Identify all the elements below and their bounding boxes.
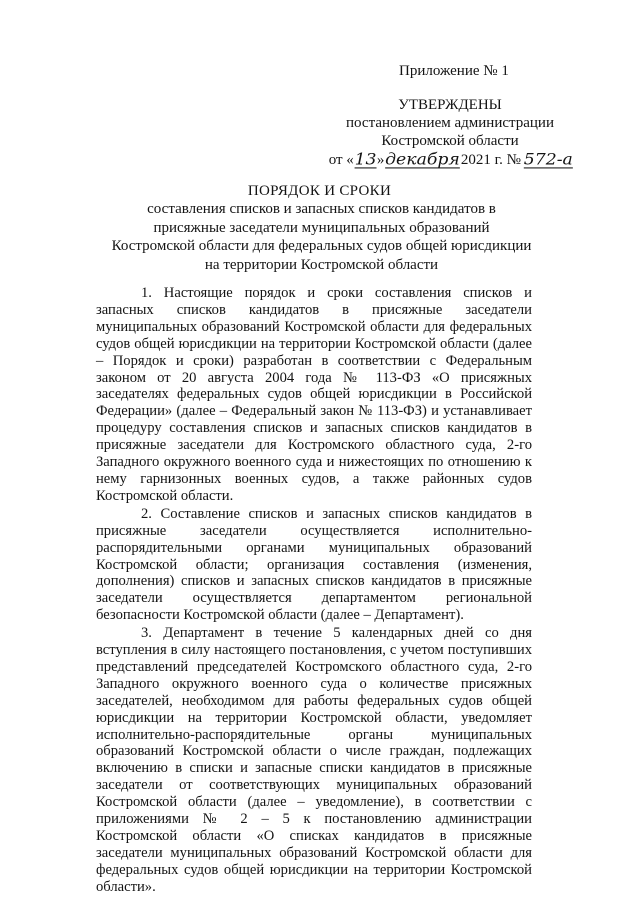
handwritten-doc-number: 572-а xyxy=(523,149,573,169)
approval-date-line xyxy=(320,150,580,169)
paragraph-3: 3. Департамент в течение 5 календарных дней со дня вступления в силу настоящего постановления, с учетом поступивших представлений председателей Костромского областного суда, 2-го Западного окружного военного суда о количестве присяжных заседателей, необходимом для работы федеральных судов общей юрисдикции на территории Костромской области, уведомляет исполнительно-распорядительные органы муниципальных образований Костромской области о числе граждан, подлежащих включению в списки и запасные списки кандидатов в присяжные заседатели от соответствующих муниципальных образований Костромской области (далее – уведомление), в соответствии с приложениями № 2 – 5 к постановлению администрации Костромской области «О списках кандидатов в присяжные заседатели муниципальных образований Костромской области для федеральных судов общей юрисдикции на территории Костромской области». xyxy=(96,625,532,895)
handwritten-day: 13 xyxy=(354,149,377,169)
document-body xyxy=(96,285,532,897)
approved-heading: УТВЕРЖДЕНЫ xyxy=(398,97,502,113)
document-subtitle: составления списков и запасных списков кандидатов в присяжные заседатели муниципальных образований Костромской области для федеральных судов общей юрисдикции на территории Костромской области xyxy=(111,201,532,273)
appendix-label: Приложение № 1 xyxy=(399,63,509,79)
paragraph-1: 1. Настоящие порядок и сроки составления списков и запасных списков кандидатов в присяжные заседатели муниципальных образований Костромской области для федеральных судов общей юрисдикции на территории Костромской области (далее – Порядок и сроки) разработан в соответствии с Федеральным законом от 20 августа 2004 года № 113-ФЗ «О присяжных заседателях федеральных судов общей юрисдикции в Российской Федерации» (далее – Федеральный закон № 113-ФЗ) и устанавливает процедуру составления списков и запасных списков кандидатов в присяжные заседатели для Костромского областного суда, 2-го Западного окружного военного суда и нижестоящих по отношению к нему гарнизонных военных судов, а также районных судов Костромской области. xyxy=(96,285,532,504)
date-prefix: от « xyxy=(328,152,354,168)
approved-by-line-2: Костромской области xyxy=(381,133,519,149)
document-title: ПОРЯДОК И СРОКИ xyxy=(247,183,392,199)
approval-block xyxy=(320,96,580,169)
handwritten-month: декабря xyxy=(385,149,460,169)
date-quote-close: » xyxy=(376,152,385,168)
date-year: 2021 г. № xyxy=(460,152,521,168)
paragraph-2: 2. Составление списков и запасных списков кандидатов в присяжные заседатели осуществляется исполнительно-распорядительными органами муниципальных образований Костромской области; организация составления (изменения, дополнения) списков и запасных списков кандидатов в присяжные заседатели осуществляется департаментом региональной безопасности Костромской области (далее – Департамент). xyxy=(96,505,532,624)
approved-by-line-1: постановлением администрации xyxy=(346,115,554,131)
